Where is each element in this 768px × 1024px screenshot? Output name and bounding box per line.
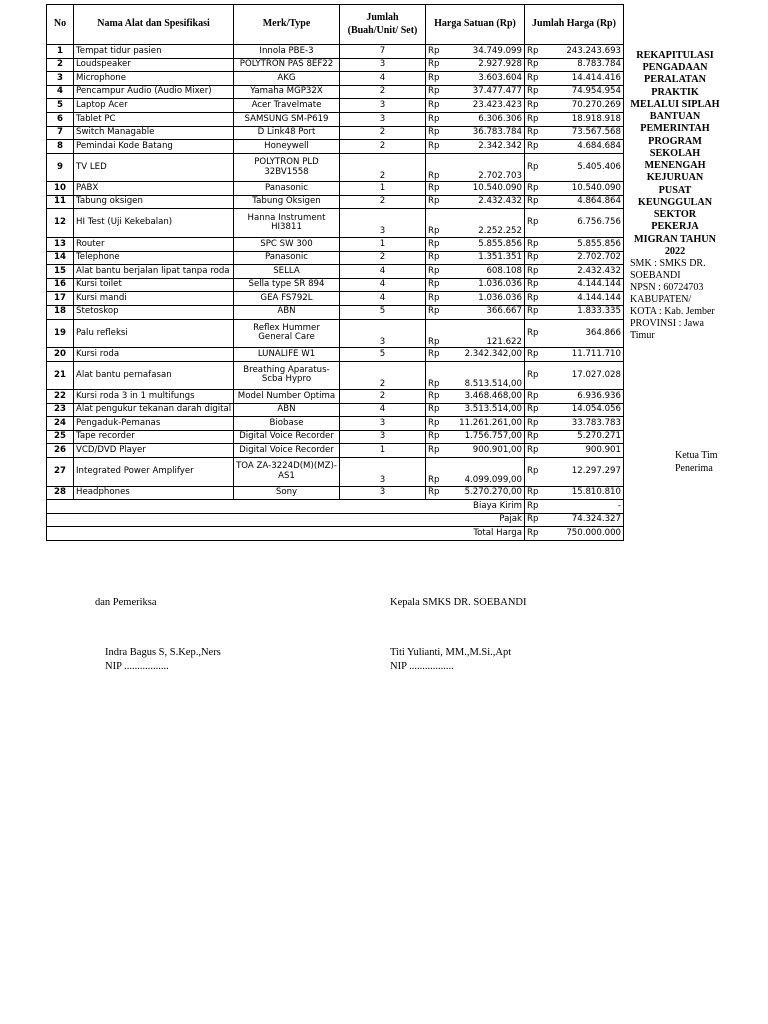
row-no: 9 <box>47 153 74 182</box>
row-merk: Panasonic <box>234 182 340 196</box>
header-jumlah-harga: Jumlah Harga (Rp) <box>525 5 624 45</box>
table-row <box>47 112 624 126</box>
row-merk: Sella type SR 894 <box>234 278 340 292</box>
row-nama: Loudspeaker <box>74 58 234 72</box>
row-no: 17 <box>47 292 74 306</box>
row-no: 13 <box>47 237 74 251</box>
school-name: SMK : SMKS DR. SOEBANDI <box>630 257 706 281</box>
row-harga-currency: Rp <box>426 486 442 500</box>
row-harga: 366.667 <box>442 305 525 319</box>
row-total: 12.297.297 <box>541 458 624 487</box>
row-nama: HI Test (Uji Kekebalan) <box>74 209 234 238</box>
row-harga-currency: Rp <box>426 182 442 196</box>
row-total-currency: Rp <box>525 251 541 265</box>
row-qty: 1 <box>340 444 426 458</box>
table-row <box>47 486 624 500</box>
row-merk: POLYTRON PLD 32BV1558 <box>234 153 340 182</box>
row-harga: 8.513.514,00 <box>442 361 525 390</box>
row-harga: 5.855.856 <box>442 237 525 251</box>
row-nama: Alat bantu berjalan lipat tanpa roda <box>74 265 234 279</box>
table-row <box>47 195 624 209</box>
row-nama: Tempat tidur pasien <box>74 45 234 59</box>
row-harga-currency: Rp <box>426 348 442 362</box>
table-row <box>47 403 624 417</box>
row-harga-currency: Rp <box>426 430 442 444</box>
row-harga-currency: Rp <box>426 126 442 140</box>
row-total-currency: Rp <box>525 278 541 292</box>
row-total: 18.918.918 <box>541 112 624 126</box>
signature-right-nip: NIP ................. <box>390 661 454 672</box>
row-harga: 10.540.090 <box>442 182 525 196</box>
row-harga-currency: Rp <box>426 390 442 404</box>
row-no: 11 <box>47 195 74 209</box>
row-total: 15.810.810 <box>541 486 624 500</box>
table-row <box>47 126 624 140</box>
row-total: 4.864.864 <box>541 195 624 209</box>
row-nama: Tabung oksigen <box>74 195 234 209</box>
table-header-row <box>47 5 624 45</box>
row-harga: 1.036.036 <box>442 292 525 306</box>
row-total: 2.702.702 <box>541 251 624 265</box>
row-total: 243.243.693 <box>541 45 624 59</box>
table-row <box>47 292 624 306</box>
row-harga: 4.099.099,00 <box>442 458 525 487</box>
row-no: 3 <box>47 72 74 86</box>
row-nama: Pemindai Kode Batang <box>74 140 234 154</box>
row-total-currency: Rp <box>525 85 541 99</box>
row-harga-currency: Rp <box>426 444 442 458</box>
row-harga: 2.702.703 <box>442 153 525 182</box>
row-harga-currency: Rp <box>426 278 442 292</box>
row-qty: 3 <box>340 99 426 113</box>
table-row <box>47 305 624 319</box>
table-row <box>47 444 624 458</box>
table-row <box>47 458 624 487</box>
row-harga-currency: Rp <box>426 85 442 99</box>
row-nama: Pencampur Audio (Audio Mixer) <box>74 85 234 99</box>
row-nama: Stetoskop <box>74 305 234 319</box>
row-total: 5.405.406 <box>541 153 624 182</box>
row-nama: VCD/DVD Player <box>74 444 234 458</box>
row-harga: 23.423.423 <box>442 99 525 113</box>
row-merk: SAMSUNG SM-P619 <box>234 112 340 126</box>
row-qty: 2 <box>340 140 426 154</box>
summary-blank <box>47 527 426 541</box>
row-harga-currency: Rp <box>426 305 442 319</box>
row-harga-currency: Rp <box>426 58 442 72</box>
summary-currency: Rp <box>525 527 541 541</box>
row-no: 16 <box>47 278 74 292</box>
row-total-currency: Rp <box>525 195 541 209</box>
row-harga-currency: Rp <box>426 140 442 154</box>
row-qty: 2 <box>340 195 426 209</box>
row-merk: Reflex Hummer General Care <box>234 319 340 348</box>
row-total-currency: Rp <box>525 112 541 126</box>
row-merk: POLYTRON PAS 8EF22 <box>234 58 340 72</box>
row-total: 5.855.856 <box>541 237 624 251</box>
row-qty: 2 <box>340 153 426 182</box>
row-total-currency: Rp <box>525 292 541 306</box>
row-harga: 3.603.604 <box>442 72 525 86</box>
signature-left-nip: NIP ................. <box>105 661 169 672</box>
summary-label: Total Harga <box>426 527 525 541</box>
row-harga: 2.252.252 <box>442 209 525 238</box>
row-qty: 4 <box>340 72 426 86</box>
summary-label: Pajak <box>426 513 525 527</box>
row-total-currency: Rp <box>525 209 541 238</box>
row-no: 7 <box>47 126 74 140</box>
row-no: 6 <box>47 112 74 126</box>
row-total: 10.540.090 <box>541 182 624 196</box>
summary-row <box>47 527 624 541</box>
row-qty: 2 <box>340 390 426 404</box>
row-no: 10 <box>47 182 74 196</box>
summary-blank <box>47 500 426 514</box>
table-row <box>47 430 624 444</box>
row-harga: 37.477.477 <box>442 85 525 99</box>
summary-currency: Rp <box>525 500 541 514</box>
row-total: 5.270.271 <box>541 430 624 444</box>
row-harga: 6.306.306 <box>442 112 525 126</box>
header-merk: Merk/Type <box>234 5 340 45</box>
row-harga-currency: Rp <box>426 319 442 348</box>
row-total: 11.711.710 <box>541 348 624 362</box>
row-total-currency: Rp <box>525 237 541 251</box>
row-harga-currency: Rp <box>426 195 442 209</box>
summary-label: Biaya Kirim <box>426 500 525 514</box>
table-row <box>47 319 624 348</box>
row-total-currency: Rp <box>525 72 541 86</box>
row-nama: Switch Managable <box>74 126 234 140</box>
row-merk: SELLA <box>234 265 340 279</box>
table-row <box>47 278 624 292</box>
row-total: 1.833.335 <box>541 305 624 319</box>
row-qty: 2 <box>340 126 426 140</box>
row-total-currency: Rp <box>525 99 541 113</box>
row-total: 17.027.028 <box>541 361 624 390</box>
row-harga: 2.432.432 <box>442 195 525 209</box>
row-nama: Palu refleksi <box>74 319 234 348</box>
row-merk: SPC SW 300 <box>234 237 340 251</box>
row-nama: Tablet PC <box>74 112 234 126</box>
row-total: 33.783.783 <box>541 417 624 431</box>
row-merk: Biobase <box>234 417 340 431</box>
row-harga-currency: Rp <box>426 251 442 265</box>
table-row <box>47 265 624 279</box>
row-nama: Kursi roda <box>74 348 234 362</box>
table-row <box>47 85 624 99</box>
row-no: 23 <box>47 403 74 417</box>
row-merk: Honeywell <box>234 140 340 154</box>
row-harga: 121.622 <box>442 319 525 348</box>
row-nama: Tape recorder <box>74 430 234 444</box>
signature-right-role: Kepala SMKS DR. SOEBANDI <box>390 597 527 608</box>
row-total-currency: Rp <box>525 265 541 279</box>
row-harga: 3.468.468,00 <box>442 390 525 404</box>
summary-row <box>47 513 624 527</box>
row-no: 15 <box>47 265 74 279</box>
row-no: 24 <box>47 417 74 431</box>
signature-left-name: Indra Bagus S, S.Kep.,Ners <box>105 647 221 658</box>
row-no: 8 <box>47 140 74 154</box>
row-merk: LUNALIFE W1 <box>234 348 340 362</box>
row-merk: Hanna Instrument HI3811 <box>234 209 340 238</box>
row-harga: 900.901,00 <box>442 444 525 458</box>
row-merk: GEA FS792L <box>234 292 340 306</box>
row-merk: ABN <box>234 305 340 319</box>
row-no: 27 <box>47 458 74 487</box>
row-qty: 4 <box>340 403 426 417</box>
row-no: 12 <box>47 209 74 238</box>
row-merk: Acer Travelmate <box>234 99 340 113</box>
row-nama: Pengaduk-Pemanas <box>74 417 234 431</box>
row-nama: Kursi mandi <box>74 292 234 306</box>
table-row <box>47 182 624 196</box>
row-total: 6.756.756 <box>541 209 624 238</box>
row-harga-currency: Rp <box>426 153 442 182</box>
row-qty: 3 <box>340 458 426 487</box>
provinsi: PROVINSI : Jawa Timur <box>630 317 704 341</box>
row-merk: AKG <box>234 72 340 86</box>
row-nama: Router <box>74 237 234 251</box>
row-total: 4.684.684 <box>541 140 624 154</box>
row-qty: 3 <box>340 417 426 431</box>
row-qty: 3 <box>340 319 426 348</box>
row-total-currency: Rp <box>525 153 541 182</box>
row-harga-currency: Rp <box>426 209 442 238</box>
table-row <box>47 417 624 431</box>
table-row <box>47 72 624 86</box>
ketua-label: Ketua Tim Penerima <box>675 450 718 474</box>
row-qty: 1 <box>340 182 426 196</box>
row-total-currency: Rp <box>525 319 541 348</box>
row-no: 21 <box>47 361 74 390</box>
row-harga-currency: Rp <box>426 237 442 251</box>
row-no: 4 <box>47 85 74 99</box>
row-total-currency: Rp <box>525 126 541 140</box>
row-harga-currency: Rp <box>426 403 442 417</box>
table-row <box>47 348 624 362</box>
row-total-currency: Rp <box>525 45 541 59</box>
row-harga-currency: Rp <box>426 45 442 59</box>
summary-value: 74.324.327 <box>541 513 624 527</box>
row-total-currency: Rp <box>525 58 541 72</box>
row-qty: 7 <box>340 45 426 59</box>
row-qty: 4 <box>340 265 426 279</box>
row-harga: 11.261.261,00 <box>442 417 525 431</box>
row-total-currency: Rp <box>525 417 541 431</box>
row-no: 22 <box>47 390 74 404</box>
row-qty: 4 <box>340 278 426 292</box>
row-merk: Tabung Oksigen <box>234 195 340 209</box>
row-merk: Breathing Aparatus-Scba Hypro <box>234 361 340 390</box>
row-harga: 1.036.036 <box>442 278 525 292</box>
row-merk: Digital Voice Recorder <box>234 430 340 444</box>
row-qty: 3 <box>340 112 426 126</box>
row-no: 18 <box>47 305 74 319</box>
row-total: 8.783.784 <box>541 58 624 72</box>
table-row <box>47 99 624 113</box>
row-total-currency: Rp <box>525 444 541 458</box>
header-jumlah: Jumlah (Buah/Unit/ Set) <box>340 5 426 45</box>
row-harga-currency: Rp <box>426 72 442 86</box>
summary-blank <box>47 513 426 527</box>
table-row <box>47 153 624 182</box>
row-total-currency: Rp <box>525 305 541 319</box>
row-harga: 1.756.757,00 <box>442 430 525 444</box>
row-total: 74.954.954 <box>541 85 624 99</box>
row-qty: 2 <box>340 251 426 265</box>
table-row <box>47 251 624 265</box>
row-harga-currency: Rp <box>426 361 442 390</box>
header-nama: Nama Alat dan Spesifikasi <box>74 5 234 45</box>
row-harga-currency: Rp <box>426 417 442 431</box>
row-merk: Model Number Optima <box>234 390 340 404</box>
row-nama: PABX <box>74 182 234 196</box>
row-total: 900.901 <box>541 444 624 458</box>
row-harga: 34.749.099 <box>442 45 525 59</box>
row-nama: Microphone <box>74 72 234 86</box>
row-total-currency: Rp <box>525 403 541 417</box>
header-no: No <box>47 5 74 45</box>
row-no: 26 <box>47 444 74 458</box>
row-total-currency: Rp <box>525 348 541 362</box>
signature-right-name: Titi Yulianti, MM.,M.Si.,Apt <box>390 647 512 658</box>
row-harga-currency: Rp <box>426 265 442 279</box>
table-row <box>47 140 624 154</box>
procurement-table <box>46 4 624 541</box>
row-qty: 3 <box>340 58 426 72</box>
row-total: 70.270.269 <box>541 99 624 113</box>
row-qty: 2 <box>340 361 426 390</box>
row-no: 20 <box>47 348 74 362</box>
row-total: 4.144.144 <box>541 278 624 292</box>
signature-left-role: dan Pemeriksa <box>95 597 157 608</box>
row-harga: 2.342.342,00 <box>442 348 525 362</box>
row-no: 25 <box>47 430 74 444</box>
row-harga: 2.342.342 <box>442 140 525 154</box>
row-nama: TV LED <box>74 153 234 182</box>
row-merk: Sony <box>234 486 340 500</box>
row-total: 4.144.144 <box>541 292 624 306</box>
row-no: 1 <box>47 45 74 59</box>
summary-currency: Rp <box>525 513 541 527</box>
row-total: 14.414.416 <box>541 72 624 86</box>
row-nama: Integrated Power Amplifyer <box>74 458 234 487</box>
recap-info <box>630 50 720 342</box>
row-qty: 4 <box>340 292 426 306</box>
row-total: 2.432.432 <box>541 265 624 279</box>
row-harga: 5.270.270,00 <box>442 486 525 500</box>
row-nama: Kursi roda 3 in 1 multifungs <box>74 390 234 404</box>
row-nama: Headphones <box>74 486 234 500</box>
row-harga: 3.513.514,00 <box>442 403 525 417</box>
row-total-currency: Rp <box>525 430 541 444</box>
row-harga-currency: Rp <box>426 292 442 306</box>
npsn: NPSN : 60724703 <box>630 281 704 293</box>
recap-title: REKAPITULASI PENGADAAN PERALATAN PRAKTIK MELALUI SIPLAH BANTUAN PEMERINTAH PROGRAM SEKOLAH MENENGAH KEJURUAN PUSAT KEUNGGULAN SEKTOR PEKERJA MIGRAN TAHUN 2022 <box>630 50 720 257</box>
row-qty: 3 <box>340 209 426 238</box>
table-row <box>47 390 624 404</box>
row-harga: 608.108 <box>442 265 525 279</box>
row-qty: 5 <box>340 305 426 319</box>
table-row <box>47 58 624 72</box>
table-row <box>47 209 624 238</box>
row-total: 364.866 <box>541 319 624 348</box>
row-harga-currency: Rp <box>426 112 442 126</box>
row-total-currency: Rp <box>525 182 541 196</box>
table-row <box>47 45 624 59</box>
row-harga: 1.351.351 <box>442 251 525 265</box>
row-total: 6.936.936 <box>541 390 624 404</box>
row-nama: Kursi toilet <box>74 278 234 292</box>
table-row <box>47 237 624 251</box>
row-total: 73.567.568 <box>541 126 624 140</box>
table-row <box>47 361 624 390</box>
row-merk: Digital Voice Recorder <box>234 444 340 458</box>
row-nama: Telephone <box>74 251 234 265</box>
row-merk: ABN <box>234 403 340 417</box>
kabupaten: KABUPATEN/ KOTA : Kab. Jember <box>630 293 715 317</box>
row-harga-currency: Rp <box>426 458 442 487</box>
row-merk: Innola PBE-3 <box>234 45 340 59</box>
row-merk: D Link48 Port <box>234 126 340 140</box>
row-no: 5 <box>47 99 74 113</box>
row-no: 19 <box>47 319 74 348</box>
summary-value: 750.000.000 <box>541 527 624 541</box>
row-harga: 2.927.928 <box>442 58 525 72</box>
row-qty: 3 <box>340 486 426 500</box>
row-nama: Alat bantu pernafasan <box>74 361 234 390</box>
row-total-currency: Rp <box>525 140 541 154</box>
row-harga-currency: Rp <box>426 99 442 113</box>
row-total-currency: Rp <box>525 361 541 390</box>
summary-row <box>47 500 624 514</box>
row-merk: Yamaha MGP32X <box>234 85 340 99</box>
row-no: 14 <box>47 251 74 265</box>
summary-value: - <box>541 500 624 514</box>
row-qty: 2 <box>340 85 426 99</box>
row-total: 14.054.056 <box>541 403 624 417</box>
row-total-currency: Rp <box>525 390 541 404</box>
row-no: 2 <box>47 58 74 72</box>
row-total-currency: Rp <box>525 458 541 487</box>
row-harga: 36.783.784 <box>442 126 525 140</box>
row-merk: TOA ZA-3224D(M)(MZ)-AS1 <box>234 458 340 487</box>
row-merk: Panasonic <box>234 251 340 265</box>
row-total-currency: Rp <box>525 486 541 500</box>
row-qty: 5 <box>340 348 426 362</box>
row-nama: Laptop Acer <box>74 99 234 113</box>
row-no: 28 <box>47 486 74 500</box>
row-qty: 3 <box>340 430 426 444</box>
row-nama: Alat pengukur tekanan darah digital <box>74 403 234 417</box>
row-qty: 1 <box>340 237 426 251</box>
header-harga-satuan: Harga Satuan (Rp) <box>426 5 525 45</box>
